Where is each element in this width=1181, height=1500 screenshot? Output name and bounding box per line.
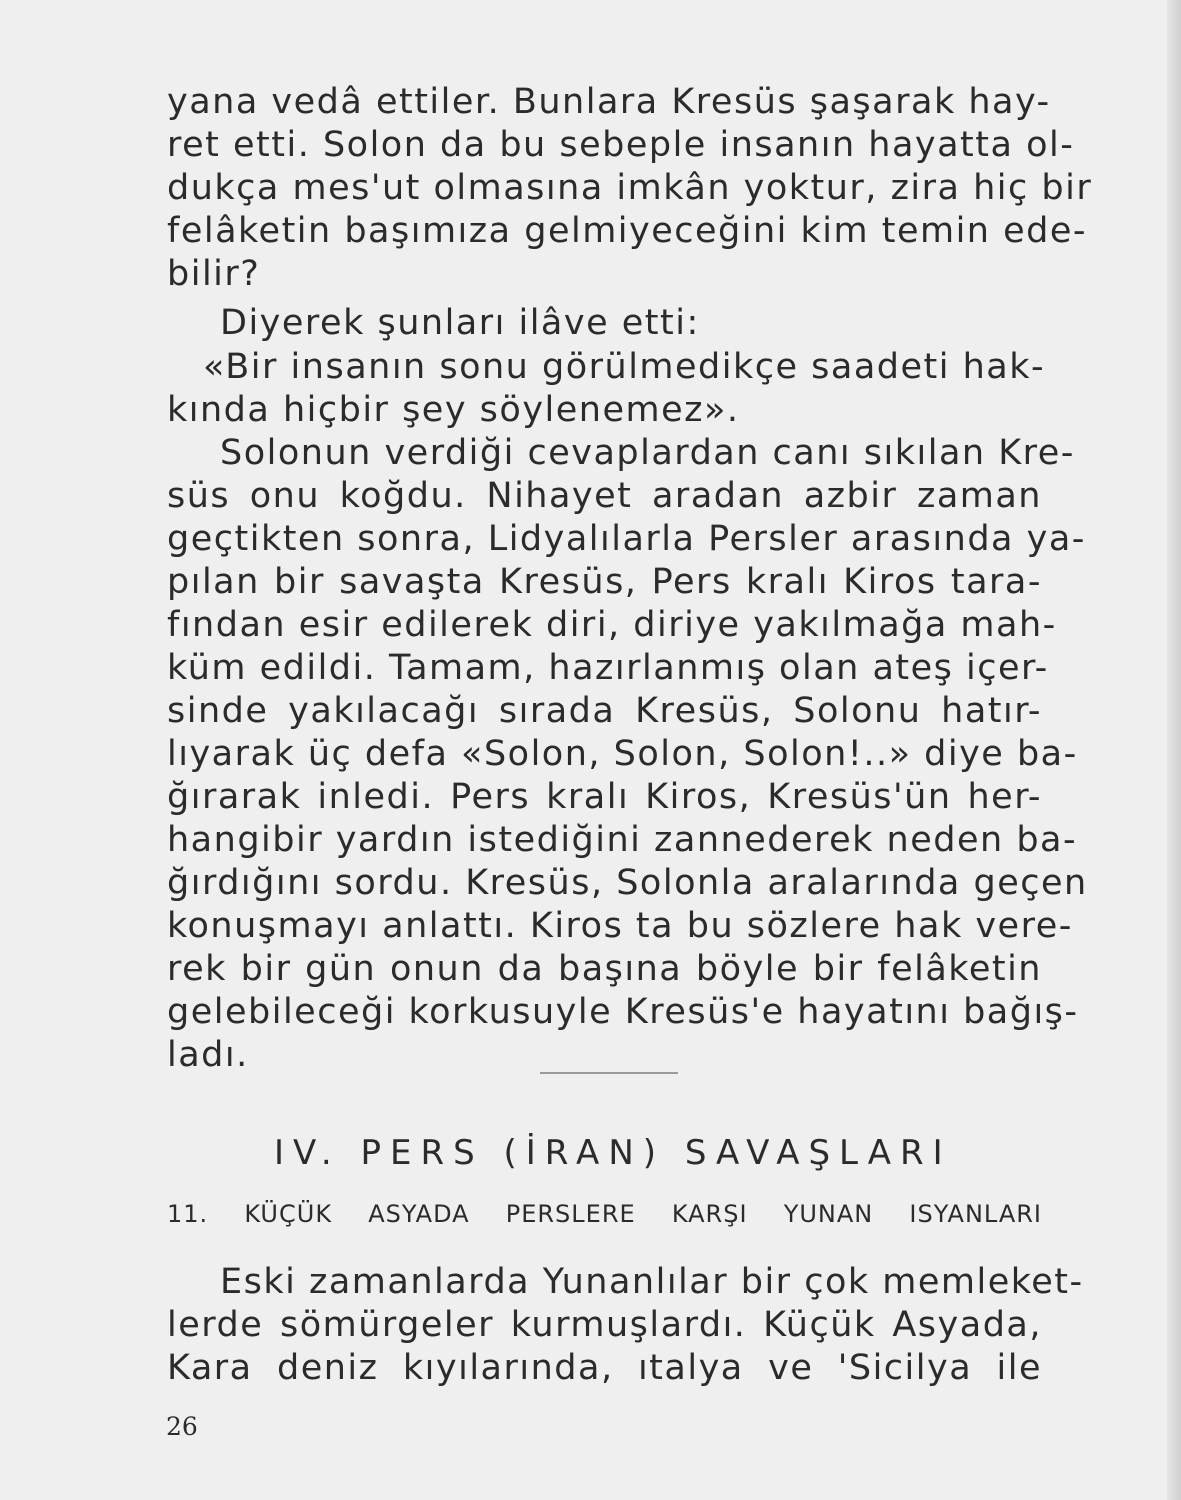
text-line: bilir? xyxy=(167,254,261,294)
text-line: rek bir gün onun da başına böyle bir felâketin xyxy=(167,949,1042,989)
text-line: ğırarak inledi. Pers kralı Kiros, Kresüs'ün her- xyxy=(167,777,1042,817)
text-line: fından esir edilerek diri, diriye yakılmağa mah- xyxy=(167,605,1057,645)
text-line: Eski zamanlarda Yunanlılar bir çok memleket- xyxy=(220,1262,1084,1302)
text-line: sinde yakılacağı sırada Kresüs, Solonu hatır- xyxy=(167,691,1042,731)
text-line: süs onu koğdu. Nihayet aradan azbir zaman xyxy=(167,476,1042,516)
text-line: kında hiçbir şey söylenemez». xyxy=(167,390,740,430)
text-line: konuşmayı anlattı. Kiros ta bu sözlere hak vere- xyxy=(167,906,1073,946)
text-line: hangibir yardın istediğini zannederek neden ba- xyxy=(167,820,1078,860)
text-line: pılan bir savaşta Kresüs, Pers kralı Kiros tara- xyxy=(167,562,1042,602)
text-line: gelebileceği korkusuyle Kresüs'e hayatını bağış- xyxy=(167,992,1079,1032)
text-line: yana vedâ ettiler. Bunlara Kresüs şaşarak hay- xyxy=(167,82,1051,122)
text-line: ğırdığını sordu. Kresüs, Solonla aralarında geçen xyxy=(167,863,1088,903)
section-divider xyxy=(540,1072,678,1074)
text-line: ret etti. Solon da bu sebeple insanın hayatta ol- xyxy=(167,125,1075,165)
text-line: Kara deniz kıyılarında, ıtalya ve 'Sicilya ile xyxy=(167,1348,1042,1388)
text-line: Solonun verdiği cevaplardan canı sıkılan Kre- xyxy=(220,433,1075,473)
text-line: felâketin başımıza gelmiyeceğini kim temin ede- xyxy=(167,211,1088,251)
section-heading: IV. PERS (İRAN) SAVAŞLARI xyxy=(274,1133,952,1173)
text-line: dukça mes'ut olmasına imkân yoktur, zira hiç bir xyxy=(167,168,1093,208)
text-line: küm edildi. Tamam, hazırlanmış olan ateş içer- xyxy=(167,648,1049,688)
text-line: «Bir insanın sonu görülmedikçe saadeti hak- xyxy=(203,347,1046,387)
text-line: lıyarak üç defa «Solon, Solon, Solon!..» diye ba- xyxy=(167,734,1078,774)
text-line: Diyerek şunları ilâve etti: xyxy=(220,303,700,343)
subsection-heading: 11. KÜÇÜK ASYADA PERSLERE KARŞI YUNAN ISYANLARI xyxy=(167,1200,1042,1228)
text-line: lerde sömürgeler kurmuşlardı. Küçük Asyada, xyxy=(167,1305,1042,1345)
page-number: 26 xyxy=(166,1412,198,1441)
text-line: ladı. xyxy=(167,1035,249,1075)
page-edge-shadow xyxy=(1167,0,1181,1500)
text-line: geçtikten sonra, Lidyalılarla Persler arasında ya- xyxy=(167,519,1086,559)
